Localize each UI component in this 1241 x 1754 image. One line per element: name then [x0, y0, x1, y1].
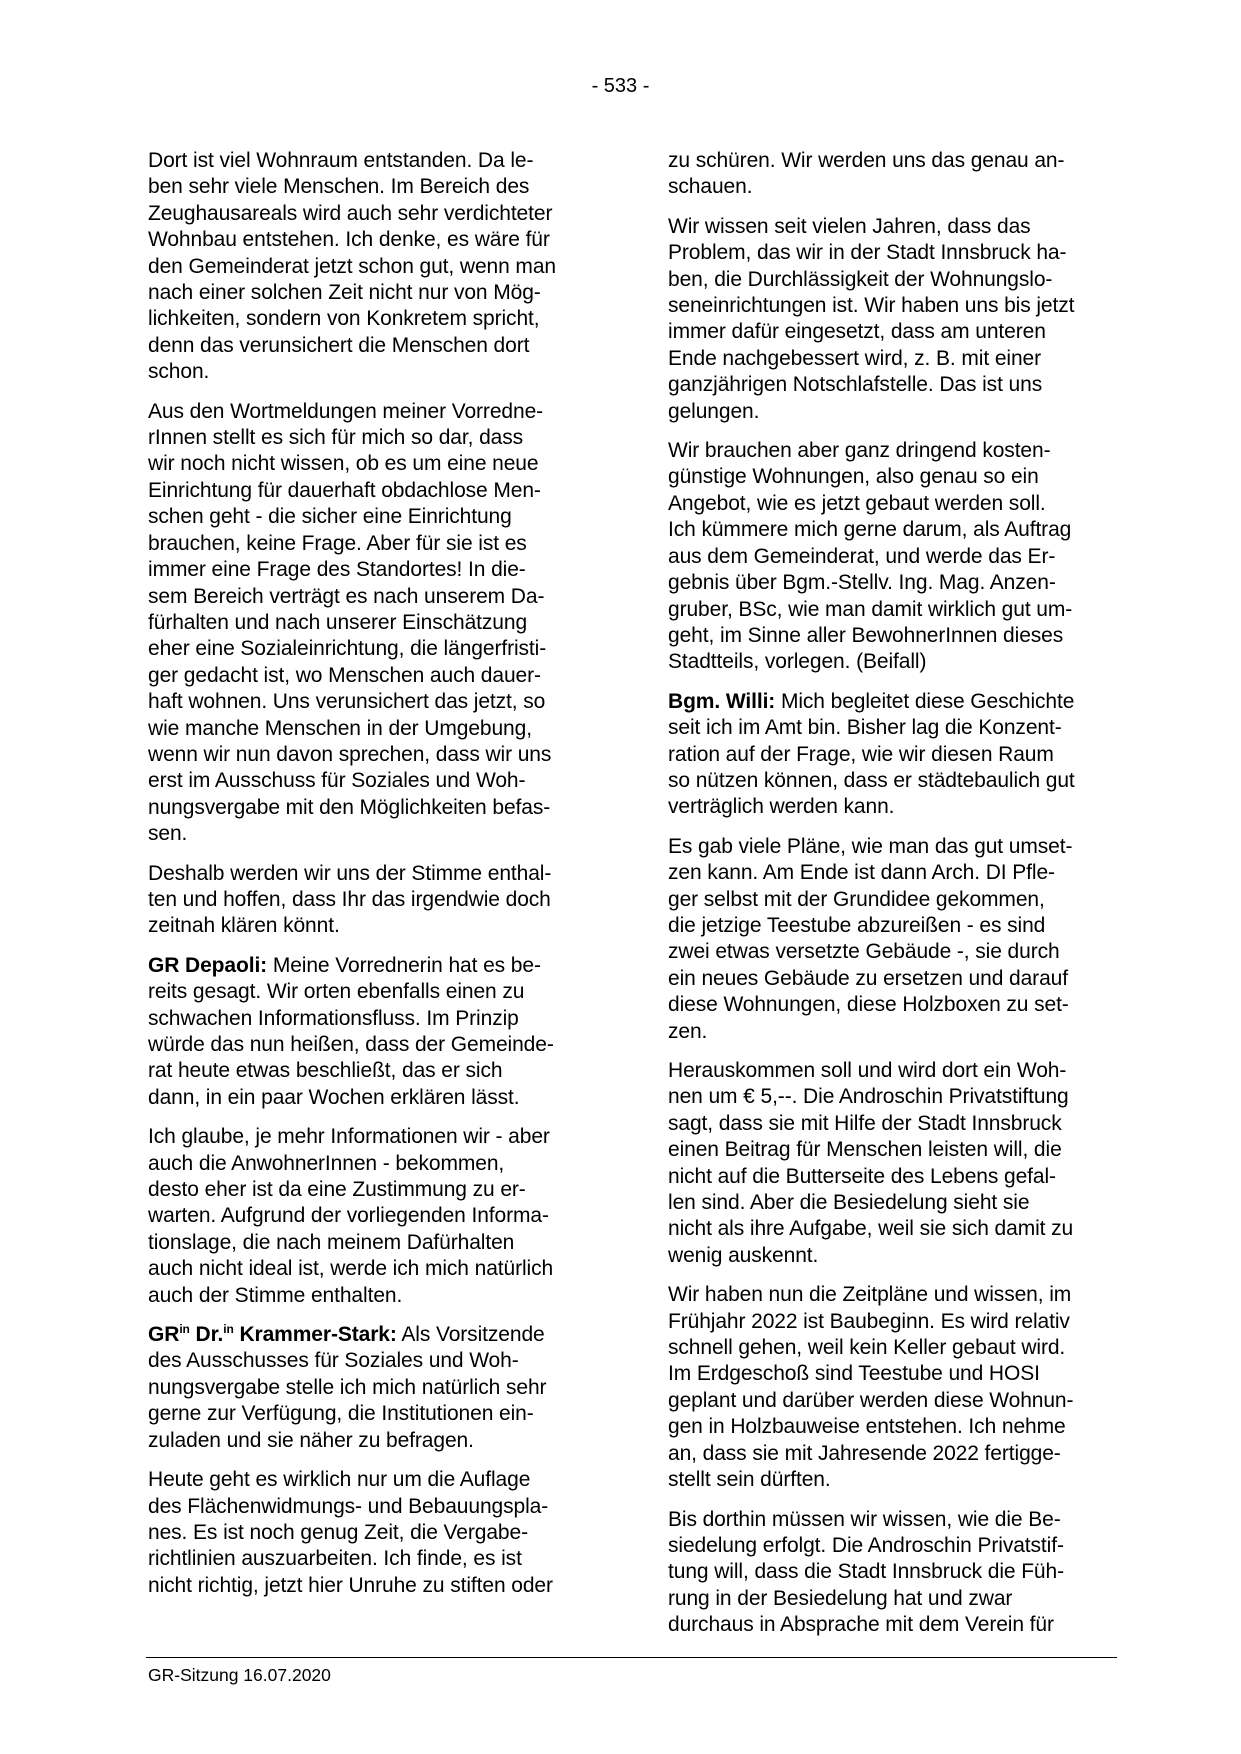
- text-line: Angebot, wie es jetzt gebaut werden soll.: [668, 491, 1046, 515]
- text-line: zen.: [668, 1019, 708, 1043]
- text-line: Dort ist viel Wohnraum entstanden. Da le-: [148, 149, 534, 172]
- text-line: tung will, dass die Stadt Innsbruck die Füh-: [668, 1560, 1064, 1584]
- text-line: Ende nachgebessert wird, z. B. mit einer: [668, 346, 1042, 370]
- text-line: den Gemeinderat jetzt schon gut, wenn man: [148, 254, 556, 278]
- text-line: nicht als ihre Aufgabe, weil sie sich damit zu: [668, 1217, 1074, 1241]
- text-line: Ich kümmere mich gerne darum, als Auftrag: [668, 518, 1072, 542]
- text-line: die jetzige Teestube abzureißen - es sind: [668, 913, 1046, 937]
- text-line: Frühjahr 2022 ist Baubeginn. Es wird relativ: [668, 1309, 1070, 1333]
- speech-depaoli: [148, 953, 598, 1111]
- paragraph: [668, 214, 1118, 425]
- text-line: Problem, das wir in der Stadt Innsbruck ha-: [668, 241, 1067, 265]
- text-line: ger gedacht ist, wo Menschen auch dauer-: [148, 663, 541, 687]
- text-line: seneinrichtungen ist. Wir haben uns bis jetzt: [668, 294, 1075, 318]
- speech-text: Meine Vorrednerin hat es be-: [267, 953, 541, 977]
- text-line: lichkeiten, sondern von Konkretem spricht,: [148, 307, 540, 331]
- text-line: schwachen Informationsfluss. Im Prinzip: [148, 1006, 519, 1030]
- text-line: wenn wir nun davon sprechen, dass wir uns: [148, 742, 552, 766]
- paragraph: [148, 1124, 598, 1309]
- text-line: Deshalb werden wir uns der Stimme enthal-: [148, 861, 552, 885]
- text-line: reits gesagt. Wir orten ebenfalls einen zu: [148, 980, 525, 1004]
- text-line: ben sehr viele Menschen. Im Bereich des: [148, 175, 530, 199]
- paragraph: [668, 1058, 1118, 1269]
- text-line: rat heute etwas beschließt, das er sich: [148, 1059, 503, 1083]
- text-line: sem Bereich verträgt es nach unserem Da-: [148, 584, 545, 608]
- paragraph: [668, 438, 1118, 676]
- text-line: schen geht - die sicher eine Einrichtung: [148, 505, 512, 529]
- text-line: ganzjährigen Notschlafstelle. Das ist uns: [668, 373, 1043, 397]
- page-number: - 533 -: [591, 75, 650, 97]
- text-line: denn das verunsichert die Menschen dort: [148, 333, 530, 357]
- text-line: dann, in ein paar Wochen erklären lässt.: [148, 1085, 520, 1109]
- text-line: ger selbst mit der Grundidee gekommen,: [668, 887, 1045, 911]
- text-line: nungsvergabe stelle ich mich natürlich sehr: [148, 1375, 547, 1399]
- text-line: Stadtteils, vorlegen. (Beifall): [668, 650, 927, 674]
- footer-divider: [146, 1657, 1117, 1658]
- text-line: haft wohnen. Uns verunsichert das jetzt, so: [148, 690, 546, 714]
- text-line: schnell gehen, weil kein Keller gebaut wird.: [668, 1336, 1066, 1360]
- text-line: Bis dorthin müssen wir wissen, wie die Be-: [668, 1507, 1061, 1531]
- text-line: Es gab viele Pläne, wie man das gut umset-: [668, 834, 1073, 858]
- text-line: einen Beitrag für Menschen leisten will, die: [668, 1138, 1062, 1162]
- speech-krammer-stark: [148, 1322, 598, 1454]
- text-line: Wohnbau entstehen. Ich denke, es wäre für: [148, 228, 550, 252]
- text-line: ration auf der Frage, wie wir diesen Raum: [668, 742, 1054, 766]
- speech-text: [668, 716, 1075, 818]
- right-column: [668, 148, 1118, 1652]
- text-line: Ich glaube, je mehr Informationen wir - aber: [148, 1125, 550, 1149]
- paragraph: [668, 1507, 1118, 1639]
- text-line: würde das nun heißen, dass der Gemeinde-: [148, 1033, 554, 1056]
- paragraph: [148, 1467, 598, 1599]
- text-line: Aus den Wortmeldungen meiner Vorredne-: [148, 399, 544, 423]
- text-line: wie manche Menschen in der Umgebung,: [148, 716, 532, 740]
- text-line: len sind. Aber die Besiedelung sieht sie: [668, 1191, 1030, 1215]
- text-line: siedelung erfolgt. Die Androschin Privatstif-: [668, 1533, 1064, 1557]
- text-line: tionslage, die nach meinem Dafürhalten: [148, 1230, 515, 1254]
- speaker-name: Bgm. Willi:: [668, 689, 776, 713]
- paragraph: [668, 1282, 1118, 1493]
- text-line: schon.: [148, 360, 210, 384]
- text-line: auch nicht ideal ist, werde ich mich natürlich: [148, 1257, 554, 1281]
- speaker-name: $GR^{in}$ Dr.$^{in}$ Krammer-Stark:: [148, 1322, 397, 1347]
- text-line: erst im Ausschuss für Soziales und Woh-: [148, 769, 526, 793]
- text-line: ben, die Durchlässigkeit der Wohnungslo-: [668, 267, 1053, 291]
- text-line: sen.: [148, 822, 188, 846]
- text-line: Heute geht es wirklich nur um die Auflage: [148, 1468, 531, 1492]
- text-line: Im Erdgeschoß sind Teestube und HOSI: [668, 1362, 1040, 1386]
- speech-willi: [668, 689, 1118, 821]
- paragraph: [148, 399, 598, 848]
- speech-text: Als Vorsitzende: [396, 1323, 545, 1347]
- text-line: schauen.: [668, 175, 753, 199]
- text-line: gebnis über Bgm.-Stellv. Ing. Mag. Anzen-: [668, 571, 1056, 595]
- paragraph: [148, 148, 598, 386]
- text-line: auch die AnwohnerInnen - bekommen,: [148, 1151, 505, 1175]
- text-line: gruber, BSc, wie man damit wirklich gut um-: [668, 597, 1073, 621]
- text-line: nes. Es ist noch genug Zeit, die Vergabe-: [148, 1520, 528, 1544]
- text-line: aus dem Gemeinderat, und werde das Er-: [668, 544, 1056, 568]
- text-line: auch der Stimme enthalten.: [148, 1283, 403, 1307]
- text-line: an, dass sie mit Jahresende 2022 fertigge-: [668, 1441, 1061, 1465]
- text-line: des Flächenwidmungs- und Bebauungspla-: [148, 1494, 549, 1518]
- text-line: ein neues Gebäude zu ersetzen und darauf: [668, 966, 1068, 990]
- text-line: zu schüren. Wir werden uns das genau an-: [668, 149, 1065, 172]
- text-line: brauchen, keine Frage. Aber für sie ist es: [148, 531, 527, 555]
- text-line: des Ausschusses für Soziales und Woh-: [148, 1349, 519, 1373]
- text-line: immer dafür eingesetzt, dass am unteren: [668, 320, 1046, 344]
- text-line: seit ich im Amt bin. Bisher lag die Konzent-: [668, 716, 1062, 740]
- text-line: warten. Aufgrund der vorliegenden Informa-: [148, 1204, 549, 1228]
- text-line: zuladen und sie näher zu befragen.: [148, 1428, 474, 1452]
- text-line: gerne zur Verfügung, die Institutionen ein-: [148, 1402, 534, 1426]
- text-line: rInnen stellt es sich für mich so dar, dass: [148, 426, 524, 450]
- text-line: gelungen.: [668, 399, 760, 423]
- text-line: Einrichtung für dauerhaft obdachlose Men-: [148, 478, 541, 502]
- left-column: [148, 148, 598, 1612]
- text-line: Wir wissen seit vielen Jahren, dass das: [668, 214, 1031, 238]
- text-line: günstige Wohnungen, also genau so ein: [668, 465, 1039, 489]
- text-line: richtlinien auszuarbeiten. Ich finde, es ist: [148, 1547, 522, 1571]
- text-line: eher eine Sozialeinrichtung, die längerfristi-: [148, 637, 547, 661]
- text-line: geht, im Sinne aller BewohnerInnen dieses: [668, 623, 1064, 647]
- text-line: immer eine Frage des Standortes! In die-: [148, 558, 526, 582]
- text-line: so nützen können, dass er städtebaulich gut: [668, 768, 1075, 792]
- text-line: Herauskommen soll und wird dort ein Woh-: [668, 1059, 1067, 1082]
- text-line: durchaus in Absprache mit dem Verein für: [668, 1613, 1054, 1637]
- text-line: Wir brauchen aber ganz dringend kosten-: [668, 439, 1051, 463]
- text-line: zeitnah klären könnt.: [148, 914, 340, 938]
- text-line: geplant und darüber werden diese Wohnun-: [668, 1388, 1074, 1412]
- speech-text: [148, 1349, 546, 1451]
- text-line: Wir haben nun die Zeitpläne und wissen, im: [668, 1283, 1072, 1307]
- paragraph: [668, 148, 1118, 201]
- text-line: zen kann. Am Ende ist dann Arch. DI Pfle-: [668, 861, 1055, 885]
- text-line: nach einer solchen Zeit nicht nur von Mög-: [148, 281, 541, 305]
- text-line: zwei etwas versetzte Gebäude -, sie durch: [668, 940, 1060, 964]
- text-line: nungsvergabe mit den Möglichkeiten befas-: [148, 795, 551, 819]
- text-line: verträglich werden kann.: [668, 795, 895, 819]
- text-line: fürhalten und nach unserer Einschätzung: [148, 610, 528, 634]
- speech-text: Mich begleitet diese Geschichte: [775, 689, 1075, 713]
- text-line: wenig auskennt.: [668, 1243, 819, 1267]
- text-line: rung in der Besiedelung hat und zwar: [668, 1586, 1013, 1610]
- text-line: nicht auf die Butterseite des Lebens gefal-: [668, 1164, 1056, 1188]
- text-line: Zeughausareals wird auch sehr verdichteter: [148, 201, 553, 225]
- text-line: ten und hoffen, dass Ihr das irgendwie doch: [148, 887, 551, 911]
- text-line: desto eher ist da eine Zustimmung zu er-: [148, 1178, 526, 1202]
- text-line: wir noch nicht wissen, ob es um eine neue: [148, 452, 539, 476]
- text-line: sagt, dass sie mit Hilfe der Stadt Innsbruck: [668, 1111, 1062, 1135]
- footer-session-date: GR-Sitzung 16.07.2020: [148, 1665, 331, 1685]
- speaker-name: GR Depaoli:: [148, 953, 268, 977]
- text-line: stellt sein dürften.: [668, 1468, 831, 1492]
- text-line: nicht richtig, jetzt hier Unruhe zu stiften oder: [148, 1573, 553, 1597]
- text-line: nen um € 5,--. Die Androschin Privatstiftung: [668, 1085, 1069, 1109]
- text-line: gen in Holzbauweise entstehen. Ich nehme: [668, 1415, 1066, 1439]
- paragraph: [668, 834, 1118, 1045]
- paragraph: [148, 861, 598, 940]
- text-line: diese Wohnungen, diese Holzboxen zu set-: [668, 993, 1069, 1017]
- speech-text: [148, 980, 554, 1109]
